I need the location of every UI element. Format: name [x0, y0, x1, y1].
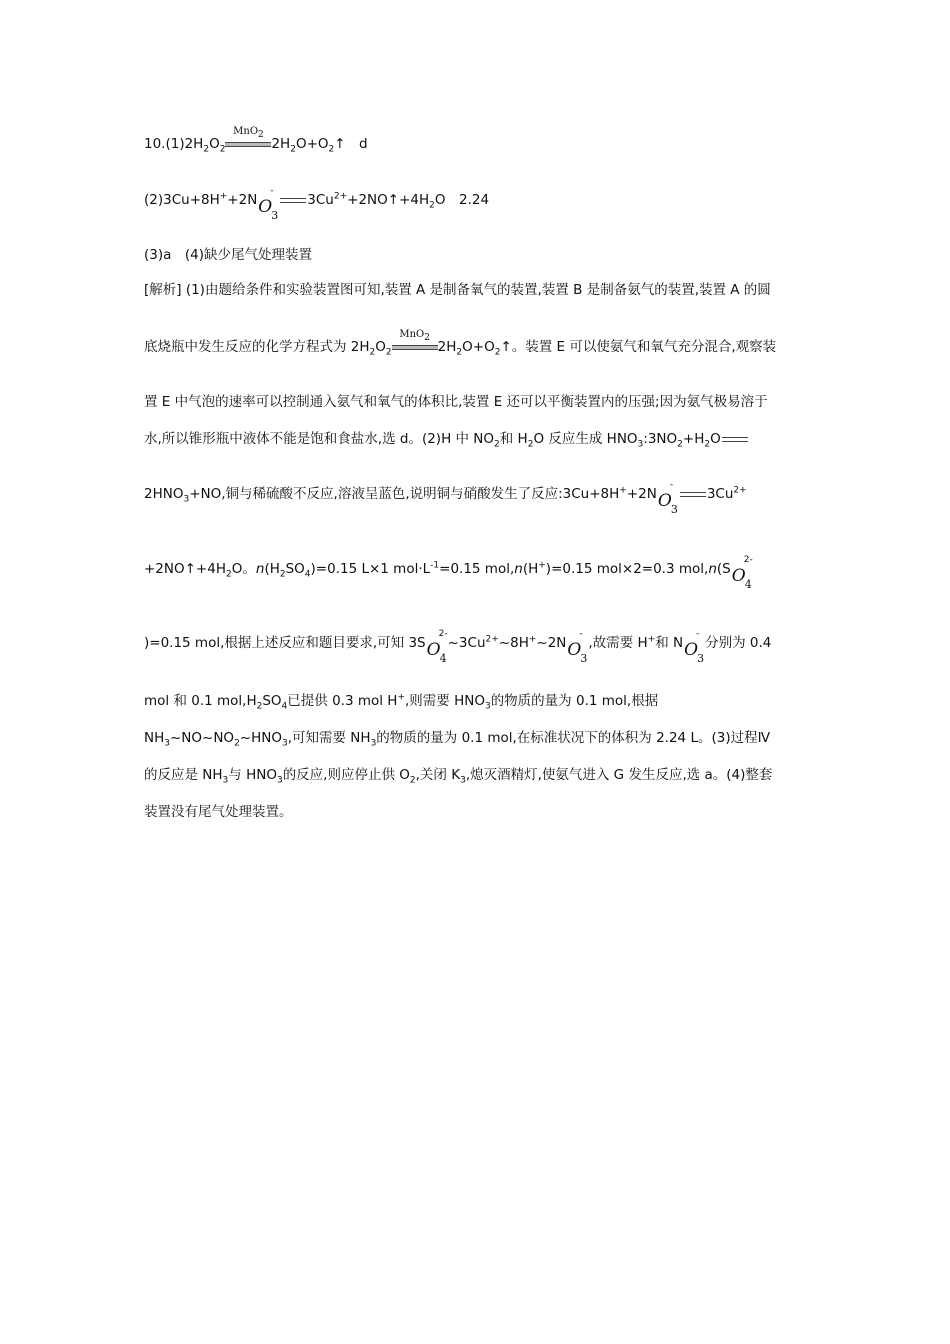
nitrate-ion: O 3 - — [657, 480, 678, 516]
reaction-arrow: MnO$_2$ — [392, 345, 438, 350]
answer-line-1: $10.(1)2H_2O_2$ MnO$_2$ $2H_2O+O_2↑$ d — [144, 125, 368, 155]
answer-line-3: (3)a (4)缺少尾气处理装置 — [144, 247, 313, 263]
analysis-line-3: 置 E 中气泡的速率可以控制通入氨气和氧气的体积比,装置 E 还可以平衡装置内的压强;因为氨气极易溶于 — [144, 394, 768, 410]
analysis-line-9: $NH_3\sim NO\sim NO_2\sim HNO_3$,可知需要 $NH_3$的物质的量为 0.1 mol,在标准状况下的体积为 2.24 L。(3)过程Ⅳ — [144, 730, 771, 749]
nitrate-ion: O 3 - — [258, 186, 279, 222]
analysis-line-11: 装置没有尾气处理装置。 — [144, 804, 293, 820]
sulfate-ion: O 4 2- — [731, 555, 753, 591]
nitrate-ion: O 3 - — [567, 629, 588, 665]
equals-sign — [722, 437, 748, 442]
analysis-line-2: 底烧瓶中发生反应的化学方程式为 $2H_2O_2$ MnO$_2$ $2H_2O+O_2↑$。装置 E 可以使氨气和氧气充分混合,观察装 — [144, 328, 777, 358]
analysis-line-4: 水,所以锥形瓶中液体不能是饱和食盐水,选 d。(2)H 中 $NO_2$和 $H_2O$ 反应生成 $HNO_3:3NO_2+H_2O$ — [144, 433, 749, 447]
analysis-line-8: mol 和 0.1 $mol,H_2SO_4$已提供 0.3 mol H+,则需要 $HNO_3$的物质的量为 0.1 mol,根据 — [144, 692, 659, 712]
analysis-line-7: )=0.15 mol,根据上述反应和题目要求,可知 3S O 4 2- $\sim 3Cu^{2+}\sim 8H^+\sim 2N$ O 3 - ,故需要 H+和 N O 3 - 分别为 0.4 — [144, 629, 772, 665]
analysis-line-1: [解析] (1)由题给条件和实验装置图可知,装置 A 是制备氧气的装置,装置 B 是制备氨气的装置,装置 A 的圆 — [144, 282, 771, 298]
equals-sign — [280, 198, 306, 203]
analysis-line-10: 的反应是 $NH_3$与 $HNO_3$的反应,则应停止供 $O_2$,关闭 $K_3$,熄灭酒精灯,使氨气进入 G 发生反应,选 a。(4)整套 — [144, 767, 773, 786]
analysis-line-6: $+2NO↑+4H_2O$。$n(H_2SO_4)=0.15$ L×1 $mol\cdot L^{-1}=0.15$ mol,n(H+)=0.15 mol×2=0.3 mol,n(S O 4 2- — [144, 555, 753, 591]
equals-sign — [680, 492, 706, 497]
reaction-arrow: MnO$_2$ — [225, 142, 271, 147]
answer-line-2: (2)3Cu+8H++2N O 3 - $3Cu^{2+}+2NO↑+4H_2O$ 2.24 — [144, 186, 490, 222]
nitrate-ion: O 3 - — [684, 629, 705, 665]
sulfate-ion: O 4 2- — [426, 629, 448, 665]
analysis-line-5: $2HNO_3+NO$,铜与稀硫酸不反应,溶液呈蓝色,说明铜与硝酸发生了反应:3Cu+8H++2N O 3 - $3Cu^{2+}$ — [144, 480, 747, 516]
